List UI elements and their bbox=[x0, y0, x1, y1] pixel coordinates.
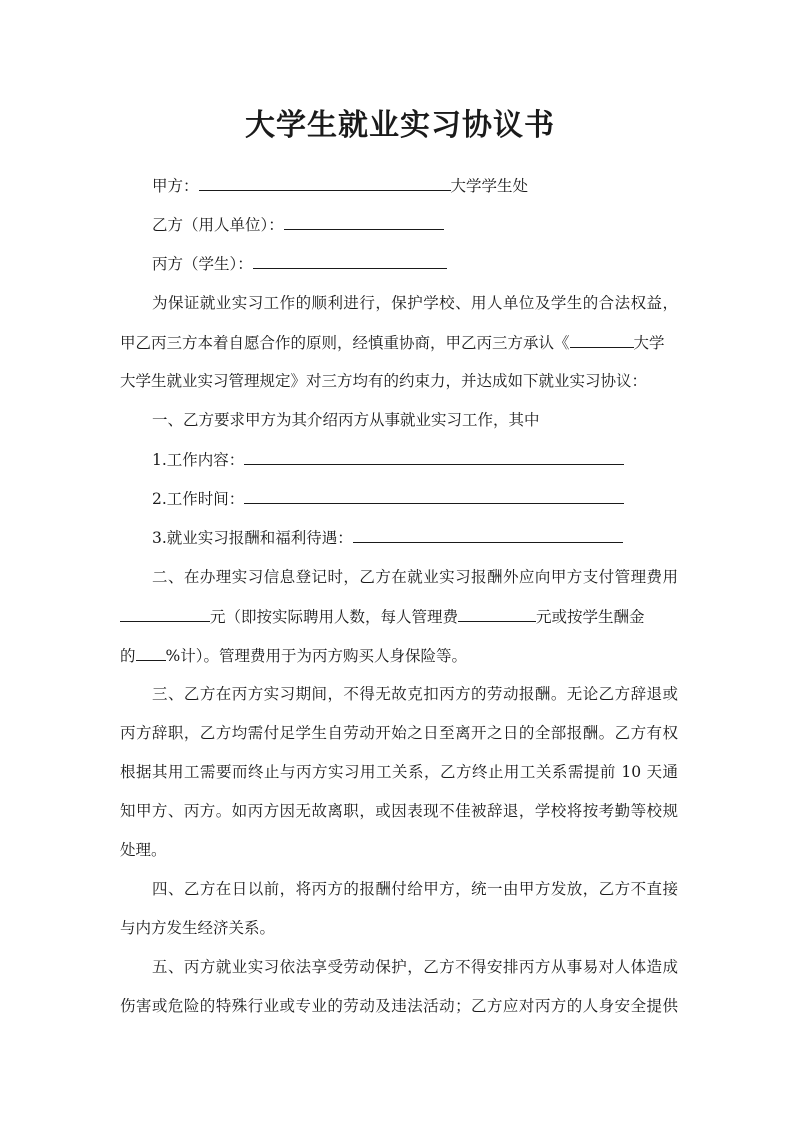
section-3-line-2: 丙方辞职，乙方均需付足学生自劳动开始之日至离开之日的全部报酬。乙方有权 bbox=[120, 724, 678, 742]
percent-blank bbox=[136, 643, 166, 661]
section-2-text-3a: 的 bbox=[120, 647, 136, 665]
party-c-line bbox=[152, 251, 447, 276]
intro-line-1: 为保证就业实习工作的顺利进行，保护学校、用人单位及学生的合法权益， bbox=[152, 294, 678, 312]
intro-line-3: 大学生就业实习管理规定》对三方均有的约束力，并达成如下就业实习协议： bbox=[120, 372, 648, 390]
section-5-line-2: 伤害或危险的特殊行业或专业的劳动及违法活动；乙方应对丙方的人身安全提供 bbox=[120, 997, 678, 1015]
party-a-blank bbox=[199, 173, 451, 191]
party-c-blank bbox=[253, 251, 447, 269]
party-a-suffix: 大学学生处 bbox=[450, 177, 529, 195]
intro-text-2a: 甲乙丙三方本着自愿合作的原则，经慎重协商，甲乙丙三方承认《 bbox=[120, 334, 570, 352]
fee-total-blank bbox=[120, 604, 210, 622]
intro-line-2 bbox=[120, 330, 665, 355]
party-a-line bbox=[152, 173, 528, 198]
section-1-item-1 bbox=[152, 447, 624, 472]
section-3-line-1: 三、乙方在丙方实习期间，不得无故克扣丙方的劳动报酬。无论乙方辞退或 bbox=[152, 685, 678, 703]
section-2-line-3 bbox=[120, 643, 467, 668]
party-a-label: 甲方： bbox=[152, 177, 199, 195]
section-4-line-2: 与内方发生经济关系。 bbox=[120, 919, 276, 937]
section-3-line-5: 处理。 bbox=[120, 841, 167, 859]
party-b-line bbox=[152, 212, 444, 237]
section-1-item-3 bbox=[152, 525, 623, 550]
intro-blank bbox=[570, 330, 634, 348]
work-time-label: 2.工作时间： bbox=[152, 490, 245, 508]
party-b-label: 乙方（用人单位）： bbox=[152, 216, 284, 234]
section-4-line-1: 四、乙方在日以前，将丙方的报酬付给甲方，统一由甲方发放，乙方不直接 bbox=[152, 880, 678, 898]
section-2-text-2b: 元或按学生酬金 bbox=[536, 608, 645, 626]
party-c-label: 丙方（学生）： bbox=[152, 255, 253, 273]
section-5-line-1: 五、丙方就业实习依法享受劳动保护，乙方不得安排丙方从事易对人体造成 bbox=[152, 958, 678, 976]
pay-benefits-label: 3.就业实习报酬和福利待遇： bbox=[152, 529, 353, 547]
pay-benefits-blank bbox=[353, 525, 623, 543]
party-b-blank bbox=[284, 212, 444, 230]
section-3-line-4: 知甲方、丙方。如丙方因无故离职，或因表现不佳被辞退，学校将按考勤等校规 bbox=[120, 802, 678, 820]
section-1-item-2 bbox=[152, 486, 624, 511]
section-2-text-3b: %计）。管理费用于为丙方购买人身保险等。 bbox=[165, 647, 467, 665]
fee-per-person-blank bbox=[458, 604, 536, 622]
section-2-text-2a: 元（即按实际聘用人数，每人管理费 bbox=[210, 608, 459, 626]
work-content-label: 1.工作内容： bbox=[152, 451, 245, 469]
work-time-blank bbox=[244, 486, 624, 504]
section-3-line-3: 根据其用工需要而终止与丙方实习用工关系，乙方终止用工关系需提前 10 天通 bbox=[120, 763, 678, 781]
section-2-line-2 bbox=[120, 604, 645, 629]
section-1-heading: 一、乙方要求甲方为其介绍丙方从事就业实习工作，其中 bbox=[152, 411, 540, 429]
document-title: 大学生就业实习协议书 bbox=[245, 108, 555, 143]
section-2-line-1: 二、在办理实习信息登记时，乙方在就业实习报酬外应向甲方支付管理费用 bbox=[152, 568, 678, 586]
intro-text-2b: 大学 bbox=[633, 334, 665, 352]
work-content-blank bbox=[244, 447, 624, 465]
